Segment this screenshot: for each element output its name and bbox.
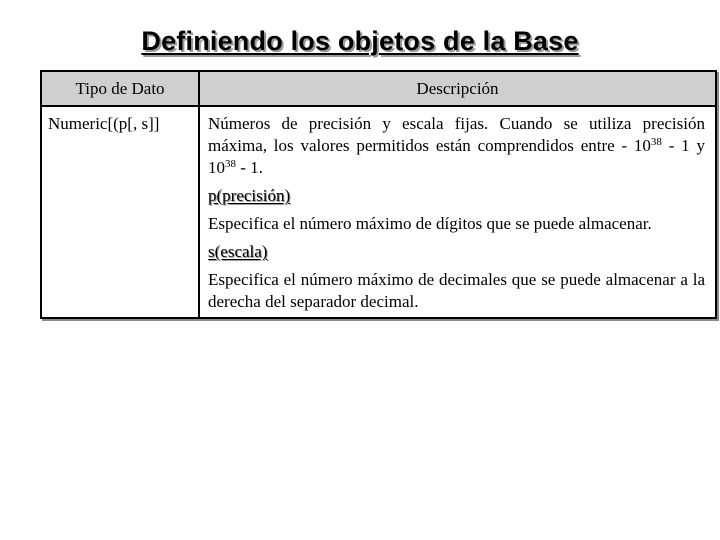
page-title: Definiendo los objetos de la Base	[141, 26, 579, 56]
precision-label-line	[208, 185, 705, 207]
table-header-row	[41, 71, 716, 106]
scale-label-line	[208, 241, 705, 263]
table-row	[41, 106, 716, 318]
description-intro	[208, 113, 705, 179]
precision-label: p(precisión)	[208, 186, 291, 205]
scale-description: Especifica el número máximo de decimales que se puede almacenar a la derecha del separador decimal.	[208, 270, 705, 311]
scale-label: s(escala)	[208, 242, 268, 261]
intro-text-end: - 1.	[236, 158, 263, 177]
data-type-table	[40, 70, 717, 319]
cell-description	[199, 106, 716, 318]
intro-text: Números de precisión y escala fijas. Cuando se utiliza precisión máxima, los valores permitidos están comprendidos entre - 10	[208, 114, 705, 155]
intro-text-middle: - 1 y 10	[208, 136, 705, 177]
header-descripcion: Descripción	[199, 71, 716, 106]
data-type-table-container	[40, 70, 717, 319]
header-tipo-de-dato: Tipo de Dato	[41, 71, 199, 106]
exponent-1: 38	[650, 136, 662, 148]
precision-description: Especifica el número máximo de dígitos que se puede almacenar.	[208, 214, 652, 233]
cell-data-type: Numeric[(p[, s]]	[41, 106, 199, 318]
exponent-2: 38	[225, 158, 236, 170]
